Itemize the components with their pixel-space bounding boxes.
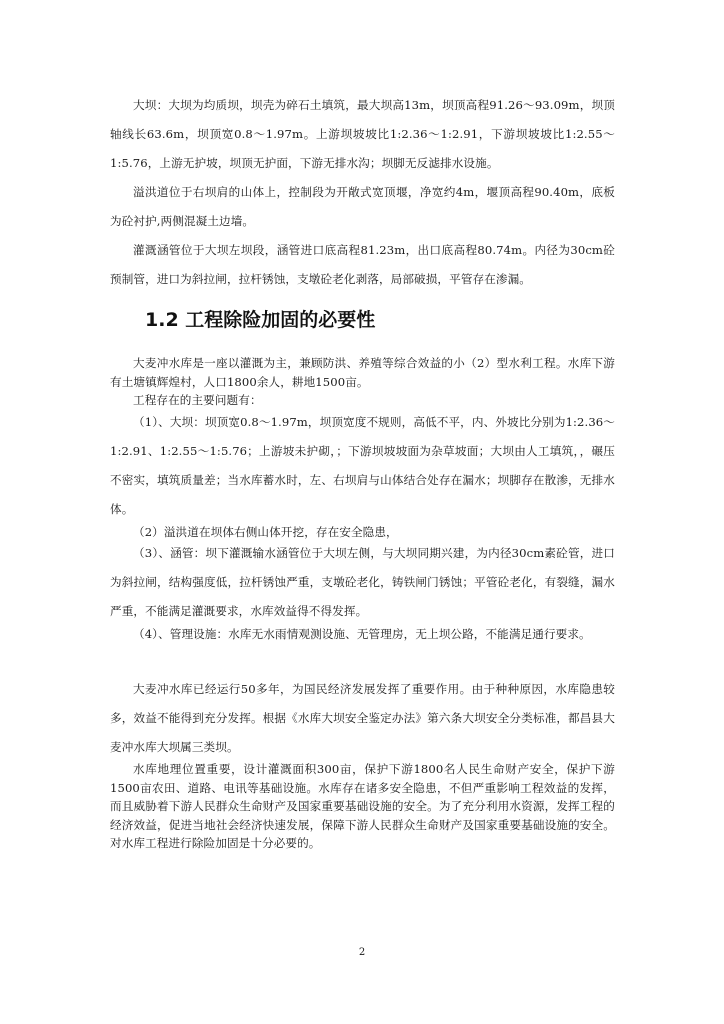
paragraph-conclusion: 水库地理位置重要，设计灌溉面积300亩，保护下游1800名人民生命财产安全，保护下游1500亩农田、道路、电讯等基础设施。水库存在诸多安全隐患，不但严重影响工程效益的发挥，而且威胁着下游人民群众生命财产及国家重要基础设施的安全。为了充分利用水资源，发挥工程的经济效益，促进当地社会经济快速发展，保障下游人民群众生命财产及国家重要基础设施的安全。对水库工程进行除险加固是十分必要的。 xyxy=(110,762,615,851)
issue-item-dam: （1）、大坝：坝顶宽0.8～1.97m，坝顶宽度不规则，高低不平，内、外坡比分别为1:2.36～1:2.91、1:2.55～1:5.76；上游坡未护砌，；下游坝坡坡面为杂草坡面；大坝由人工填筑，，碾压不密实，填筑质量差；当水库蓄水时，左、右坝肩与山体结合处存在漏水；坝脚存在散渗，无排水体。 xyxy=(110,415,615,516)
section-heading: 1.2 工程除险加固的必要性 xyxy=(145,309,376,331)
paragraph-reservoir-intro: 大麦冲水库是一座以灌溉为主，兼顾防洪、养殖等综合效益的小（2）型水利工程。水库下游有土塘镇辉煌村，人口1800余人，耕地1500亩。 xyxy=(110,356,615,389)
issue-item-spillway: （2）溢洪道在坝体右侧山体开挖，存在安全隐患， xyxy=(133,525,398,539)
paragraph-spillway: 溢洪道位于右坝肩的山体上，控制段为开敞式宽顶堰，净宽约4m，堰顶高程90.40m，底板为砼衬护,两侧混凝土边墙。 xyxy=(110,185,615,228)
page-number: 2 xyxy=(358,947,366,958)
issue-item-management: （4）、管理设施：水库无水雨情观测设施、无管理房，无上坝公路，不能满足通行要求。 xyxy=(133,627,591,641)
paragraph-issues-intro: 工程存在的主要问题有： xyxy=(133,393,262,407)
paragraph-culvert: 灌溉涵管位于大坝左坝段，涵管进口底高程81.23m，出口底高程80.74m。内径为30cm砼预制管，进口为斜拉闸，拉杆锈蚀，支墩砼老化剥落，局部破损，平管存在渗漏。 xyxy=(110,243,615,286)
paragraph-history: 大麦冲水库已经运行50多年，为国民经济发展发挥了重要作用。由于种种原因，水库隐患较多，效益不能得到充分发挥。根据《水库大坝安全鉴定办法》第六条大坝安全分类标准，都昌县大麦冲水库大坝属三类坝。 xyxy=(110,682,615,754)
issue-item-culvert: （3）、涵管：坝下灌溉输水涵管位于大坝左侧，与大坝同期兴建，为内径30cm素砼管，进口为斜拉闸，结构强度低，拉杆锈蚀严重，支墩砼老化，铸铁闸门锈蚀；平管砼老化，有裂缝，漏水严重，不能满足灌溉要求，水库效益得不得发挥。 xyxy=(110,546,615,618)
paragraph-dam: 大坝：大坝为均质坝，坝壳为碎石土填筑，最大坝高13m，坝顶高程91.26～93.09m，坝顶轴线长63.6m，坝顶宽0.8～1.97m。上游坝坡坡比1:2.36～1:2.91，下游坝坡坡比1:2.55～1:5.76，上游无护坡，坝顶无护面，下游无排水沟；坝脚无反滤排水设施。 xyxy=(110,98,615,170)
